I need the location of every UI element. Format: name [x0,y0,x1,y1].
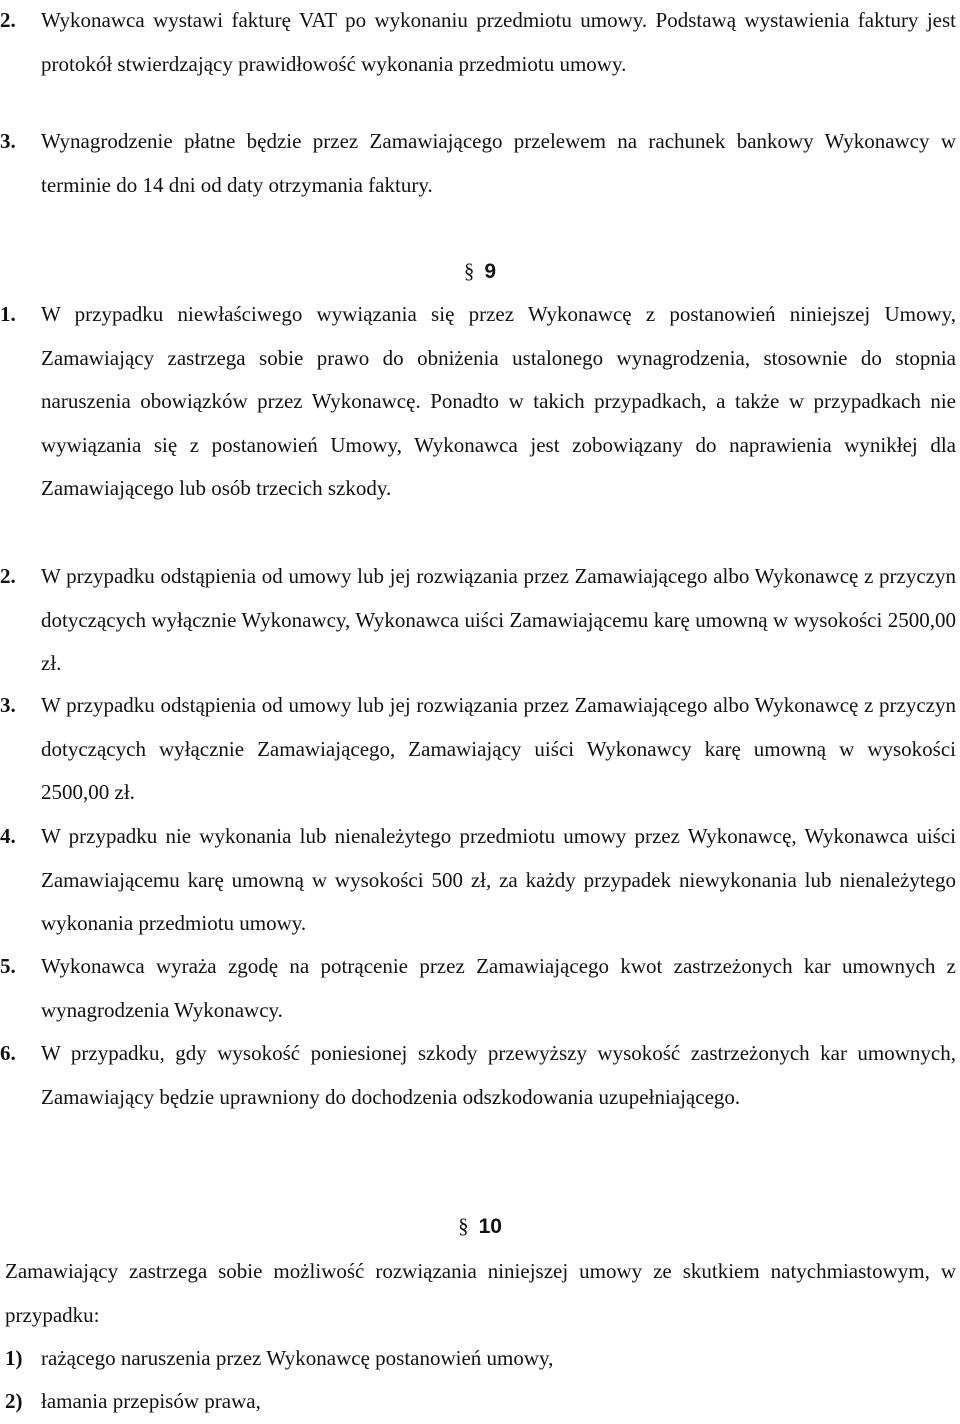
item-text: W przypadku niewłaściwego wywiązania się przez Wykonawcę z postanowień niniejszej Umowy, Zamawiający zastrzega sobie prawo do obniżenia ustalonego wynagrodzenia, stosownie do stopnia naruszenia obowiązków przez Wykonawcę. Ponadto w takich przypadkach, a także w przypadkach nie wywiązania się z postanowień Umowy, Wykonawca jest zobowiązany do naprawienia wynikłej dla Zamawiającego lub osób trzecich szkody. [41,302,956,500]
list-item [0,684,956,815]
list-item [0,293,956,511]
list-item [0,0,956,86]
item-text: rażącego naruszenia przez Wykonawcę postanowień umowy, [41,1346,554,1370]
item-text: Wykonawca wystawi fakturę VAT po wykonaniu przedmiotu umowy. Podstawą wystawienia faktury jest protokół stwierdzający prawidłowość wykonania przedmiotu umowy. [41,8,956,76]
list-item [0,1032,956,1119]
item-text: łamania przepisów prawa, [41,1389,261,1413]
section-symbol: § [463,259,475,283]
item-text: W przypadku, gdy wysokość poniesionej szkody przewyższy wysokość zastrzeżonych kar umownych, Zamawiający będzie uprawniony do dochodzenia odszkodowania uzupełniającego. [41,1041,956,1109]
item-number: 1) [5,1346,23,1370]
section-number: 9 [484,260,497,283]
list-item [0,120,956,207]
item-text: Wykonawca wyraża zgodę na potrącenie przez Zamawiającego kwot zastrzeżonych kar umownych z wynagrodzenia Wykonawcy. [41,954,956,1022]
item-text: W przypadku odstąpienia od umowy lub jej rozwiązania przez Zamawiającego albo Wykonawcę z przyczyn dotyczących wyłącznie Wykonawcy, Wykonawca uiści Zamawiającemu karę umowną w wysokości 2500,00 zł. [41,564,956,675]
item-number: 1. [0,302,16,326]
item-text: Wynagrodzenie płatne będzie przez Zamawiającego przelewem na rachunek bankowy Wykonawcy w terminie do 14 dni od daty otrzymania faktury. [41,129,956,197]
item-text: W przypadku nie wykonania lub nienależytego przedmiotu umowy przez Wykonawcę, Wykonawca uiści Zamawiającemu karę umowną w wysokości 500 zł, za każdy przypadek niewykonania lub nienależytego wykonania przedmiotu umowy. [41,824,956,935]
item-text: W przypadku odstąpienia od umowy lub jej rozwiązania przez Zamawiającego albo Wykonawcę z przyczyn dotyczących wyłącznie Zamawiającego, Zamawiający uiści Wykonawcy karę umowną w wysokości 2500,00 zł. [41,693,956,804]
item-number: 4. [0,824,16,848]
item-number: 2. [0,8,16,32]
list-item [5,1380,956,1424]
item-number: 3. [0,129,16,153]
section-heading-10 [0,1205,960,1249]
section-number: 10 [478,1215,502,1238]
list-item [0,815,956,946]
list-item [0,945,956,1032]
section-intro: Zamawiający zastrzega sobie możliwość rozwiązania niniejszej umowy ze skutkiem natychmiastowym, w przypadku: [5,1259,956,1327]
item-number: 2) [5,1389,23,1413]
item-number: 5. [0,954,16,978]
section-symbol: § [458,1214,469,1238]
list-item [5,1337,956,1381]
item-number: 6. [0,1041,16,1065]
item-number: 2. [0,564,16,588]
section-heading-9 [0,250,960,294]
item-number: 3. [0,693,16,717]
list-item [0,555,956,686]
